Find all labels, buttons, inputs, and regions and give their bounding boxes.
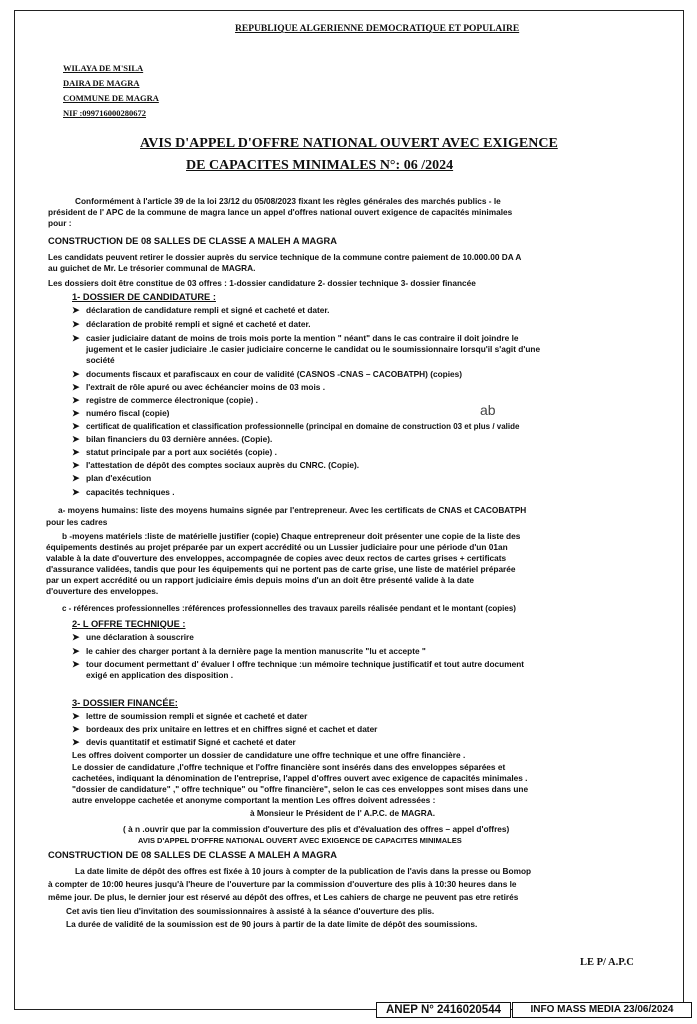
- list-item: ➤ le cahier des charger portant à la dernière page la mention manuscrite "lu et accepte ": [72, 646, 426, 656]
- closing-note: ( à n .ouvrir que par la commission d'ouverture des plis et d'évaluation des offres – appel d'offres): [123, 824, 510, 834]
- title-line-1: AVIS D'APPEL D'OFFRE NATIONAL OUVERT AVEC EXIGENCE: [140, 136, 558, 151]
- closing-line-5: autre enveloppe cachetée et anonyme comportant la mention Les offres doivent adressées :: [72, 795, 436, 805]
- materials-line-6: d'ouverture des enveloppes.: [46, 586, 159, 596]
- materials-line-5: par un expert accrédité ou un rapport judiciaire émis depuis moins d'un an doit être présenté valide à la date: [46, 575, 474, 585]
- human-resources-line-2: pour les cadres: [46, 517, 108, 527]
- list-item: ➤ lettre de soumission rempli et signée et cacheté et dater: [72, 711, 308, 721]
- section-1-heading: 1- DOSSIER DE CANDIDATURE :: [72, 292, 216, 302]
- arrow-bullet-icon: ➤: [72, 659, 80, 669]
- arrow-bullet-icon: ➤: [72, 421, 80, 431]
- arrow-bullet-icon: ➤: [72, 369, 80, 379]
- wilaya-line: WILAYA DE M'SILA: [63, 63, 144, 73]
- candidates-line-3: Les dossiers doit être constitue de 03 offres : 1-dossier candidature 2- dossier technique 3- dossier financée: [48, 278, 476, 288]
- list-item: ➤ numéro fiscal (copie): [72, 408, 170, 418]
- list-item: ➤ certificat de qualification et classification professionnelle (principal en domaine de construction 03 et plus / valide: [72, 421, 520, 431]
- commune-line: COMMUNE DE MAGRA: [63, 93, 159, 103]
- section-3-heading: 3- DOSSIER FINANCÉE:: [72, 698, 178, 708]
- references-line: c - références professionnelles :références professionnelles des travaux pareils réalisée pendant et le montant (copies): [62, 604, 516, 613]
- publication-info: INFO MASS MEDIA 23/06/2024: [512, 1002, 692, 1018]
- republic-heading: REPUBLIQUE ALGERIENNE DEMOCRATIQUE ET POPULAIRE: [235, 24, 520, 34]
- arrow-bullet-icon: ➤: [72, 447, 80, 457]
- arrow-bullet-icon: ➤: [72, 319, 80, 329]
- section-2-heading: 2- L OFFRE TECHNIQUE :: [72, 619, 186, 629]
- closing-line-2: Le dossier de candidature ,l'offre technique et l'offre financière sont insérés dans des enveloppes séparées et: [72, 762, 506, 772]
- deadline-line-4: Cet avis tien lieu d'invitation des soumissionnaires à assisté à la séance d'ouverture des plis.: [66, 906, 435, 916]
- arrow-bullet-icon: ➤: [72, 632, 80, 642]
- materials-line-3: valable à la date d'ouverture des enveloppes, accompagnée de copies avec deux rectos de cartes grises + certificats: [46, 553, 507, 563]
- nif-line: NIF :099716000280672: [63, 108, 147, 118]
- arrow-bullet-icon: ➤: [72, 487, 80, 497]
- intro-line-2: président de l' APC de la commune de magra lance un appel d'offres national ouvert exigence de capacités minimales: [48, 207, 513, 217]
- materials-line-2: équipements destinés au projet préparée par un expert accrédité ou un Lussier judiciaire pour une période d'un 01an: [46, 542, 508, 552]
- arrow-bullet-icon: ➤: [72, 460, 80, 470]
- closing-project-repeat: CONSTRUCTION DE 08 SALLES DE CLASSE A MALEH A MAGRA: [48, 850, 337, 860]
- list-item-continuation: jugement et le casier judiciaire .le casier judiciaire concerne le candidat ou le soumissionnaire lorsqu'il s'agit d'une: [86, 344, 541, 354]
- list-item: ➤ registre de commerce électronique (copie) .: [72, 395, 258, 405]
- deadline-line-3: même jour. De plus, le dernier jour est réservé au dépôt des offres, et Les cahiers de charge ne peuvent pas etre retirés: [48, 892, 519, 902]
- list-item: ➤ bilan financiers du 03 dernière années. (Copie).: [72, 434, 273, 444]
- list-item: ➤ capacités techniques .: [72, 487, 175, 497]
- list-item: ➤ l'extrait de rôle apuré ou avec échéancier moins de 03 mois .: [72, 382, 325, 392]
- arrow-bullet-icon: ➤: [72, 382, 80, 392]
- title-line-2: DE CAPACITES MINIMALES N°: 06 /2024: [186, 158, 454, 173]
- list-item: ➤ l'attestation de dépôt des comptes sociaux auprès du CNRC. (Copie).: [72, 460, 360, 470]
- arrow-bullet-icon: ➤: [72, 333, 80, 343]
- list-item: ➤ déclaration de candidature rempli et signé et cacheté et dater.: [72, 305, 330, 315]
- list-item: ➤ une déclaration à souscrire: [72, 632, 194, 642]
- arrow-bullet-icon: ➤: [72, 395, 80, 405]
- closing-line-4: "dossier de candidature" ," offre technique" ou "offre financière", selon le cas ces enveloppes sont mises dans une: [72, 784, 529, 794]
- signature: LE P/ A.P.C: [580, 957, 634, 968]
- list-item: ➤ devis quantitatif et estimatif Signé et cacheté et dater: [72, 737, 296, 747]
- deadline-line-2: à compter de 10:00 heures jusqu'à l'heure de l'ouverture par la commission d'ouverture des plis à 10:30 heures dans le: [48, 879, 517, 889]
- list-item-continuation: exigé en application des disposition .: [86, 670, 234, 680]
- closing-addressee: à Monsieur le Président de l' A.P.C. de MAGRA.: [250, 808, 436, 818]
- candidates-line-2: au guichet de Mr. Le trésorier communal de MAGRA.: [48, 263, 256, 273]
- arrow-bullet-icon: ➤: [72, 305, 80, 315]
- list-item: ➤ plan d'exécution: [72, 473, 152, 483]
- list-item: ➤ statut principale par a port aux sociétés (copie) .: [72, 447, 277, 457]
- anep-reference: ANEP N° 2416020544: [376, 1002, 511, 1018]
- closing-line-3: cachetées, indiquant la dénomination de l'entreprise, l'appel d'offres ouvert avec exigence de capacités minimales .: [72, 773, 528, 783]
- arrow-bullet-icon: ➤: [72, 711, 80, 721]
- closing-line-1: Les offres doivent comporter un dossier de candidature une offre technique et une offre financière .: [72, 750, 466, 760]
- arrow-bullet-icon: ➤: [72, 434, 80, 444]
- arrow-bullet-icon: ➤: [72, 724, 80, 734]
- closing-title-repeat: AVIS D'APPEL D'OFFRE NATIONAL OUVERT AVEC EXIGENCE DE CAPACITES MINIMALES: [138, 836, 462, 845]
- intro-line-1: Conformément à l'article 39 de la loi 23/12 du 05/08/2023 fixant les règles générales des marchés publics - le: [75, 196, 501, 206]
- list-item: ➤ déclaration de probité rempli et signé et cacheté et dater.: [72, 319, 311, 329]
- project-title: CONSTRUCTION DE 08 SALLES DE CLASSE A MALEH A MAGRA: [48, 236, 337, 246]
- arrow-bullet-icon: ➤: [72, 408, 80, 418]
- arrow-bullet-icon: ➤: [72, 473, 80, 483]
- list-item-continuation: société: [86, 355, 115, 365]
- list-item: ➤ tour document permettant d' évaluer l offre technique :un mémoire technique justificatif et tout autre document: [72, 659, 525, 669]
- deadline-line-1: La date limite de dépôt des offres est fixée à 10 jours à compter de la publication de l'avis dans la presse ou Bomop: [75, 866, 532, 876]
- daira-line: DAIRA DE MAGRA: [63, 78, 140, 88]
- list-item: ➤ casier judiciaire datant de moins de trois mois porte la mention " néant" dans le cas contraire il doit joindre le: [72, 333, 519, 343]
- stray-handwritten-mark: ab: [480, 402, 496, 418]
- materials-line-1: b -moyens matériels :liste de matérielle justifier (copie) Chaque entrepreneur doit présenter une copie de la liste des: [62, 531, 521, 541]
- intro-line-3: pour :: [48, 218, 72, 228]
- candidates-line-1: Les candidats peuvent retirer le dossier auprès du service technique de la commune contre paiement de 10.000.00 DA A: [48, 252, 522, 262]
- arrow-bullet-icon: ➤: [72, 737, 80, 747]
- materials-line-4: d'assurance validées, tandis que pour les équipements qui ne portent pas de carte grise, une liste de matériel préparée: [46, 564, 516, 574]
- list-item: ➤ documents fiscaux et parafiscaux en cour de validité (CASNOS -CNAS – CACOBATPH) (copies): [72, 369, 463, 379]
- deadline-line-5: La durée de validité de la soumission est de 90 jours à partir de la date limite de dépôt des soumissions.: [66, 919, 478, 929]
- human-resources-line-1: a- moyens humains: liste des moyens humains signée par l'entrepreneur. Avec les certificats de CNAS et CACOBATPH: [58, 505, 527, 515]
- list-item: ➤ bordeaux des prix unitaire en lettres et en chiffres signé et cachet et dater: [72, 724, 378, 734]
- arrow-bullet-icon: ➤: [72, 646, 80, 656]
